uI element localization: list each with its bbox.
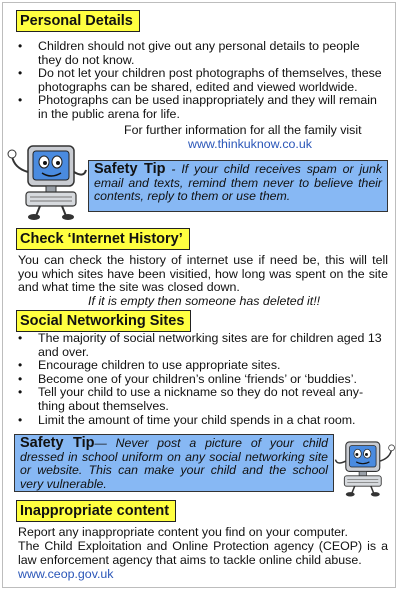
heading-social-networking: Social Networking Sites xyxy=(16,310,191,332)
computer-mascot-icon xyxy=(334,432,396,502)
safety-tip-separator: — xyxy=(94,436,116,450)
ceop-link[interactable]: www.ceop.gov.uk xyxy=(18,567,114,581)
list-item: • Do not let your children post photographs of themselves, these photographs can be shared, edited and viewed worldwide. xyxy=(14,67,384,94)
safety-tip-label: Safety Tip xyxy=(20,435,95,451)
list-item: • Encourage children to use appropriate sites. xyxy=(14,359,384,373)
heading-internet-history: Check ‘Internet History’ xyxy=(16,228,190,250)
safety-tip-box xyxy=(88,160,388,212)
list-item: • Become one of your children’s online ‘friends’ or ‘buddies’. xyxy=(14,373,384,387)
safety-tip-separator: - xyxy=(165,162,182,176)
list-item: • Limit the amount of time your child spends in a chat room. xyxy=(14,414,384,428)
computer-mascot-icon xyxy=(6,140,90,220)
list-item: • Children should not give out any personal details to people they do not know. xyxy=(14,40,384,67)
safety-tip-box xyxy=(14,434,334,492)
internet-history-text: You can check the history of internet use if need be, this will tell you which sites have been visitied, how long was spent on the site and what time the site was closed down. xyxy=(18,253,388,295)
inappropriate-content-text-2: The Child Exploitation and Online Protection agency (CEOP) is a law enforcement agency that aims to tackle online child abuse. xyxy=(18,539,388,567)
info-text: For further information for all the family visit xyxy=(124,123,362,137)
list-item: • Photographs can be used inappropriately and they will remain in the public arena for life. xyxy=(14,94,384,121)
heading-inappropriate-content: Inappropriate content xyxy=(16,500,176,522)
list-item: • The majority of social networking sites are for children aged 13 and over. xyxy=(14,332,384,359)
heading-personal-details: Personal Details xyxy=(16,10,140,32)
safety-tip-label: Safety Tip xyxy=(94,161,166,177)
internet-history-note: If it is empty then someone has deleted it!! xyxy=(88,294,321,308)
social-networking-list xyxy=(14,332,384,427)
inappropriate-content-text-1: Report any inappropriate content you find on your computer. xyxy=(18,525,348,539)
safety-tip-text: If your child receives spam or junk email and texts, remind them never to believe their contents, reply to them or use them. xyxy=(94,162,383,204)
thinkuknow-link[interactable]: www.thinkuknow.co.uk xyxy=(188,137,312,151)
personal-details-list xyxy=(14,40,384,122)
safety-tip-text: Never post a picture of your child dressed in school uniform on any social networking site or website. This can make your child and the school very vulnerable. xyxy=(20,436,328,491)
list-item: • Tell your child to use a nickname so they do not reveal any-thing about themselves. xyxy=(14,386,384,413)
